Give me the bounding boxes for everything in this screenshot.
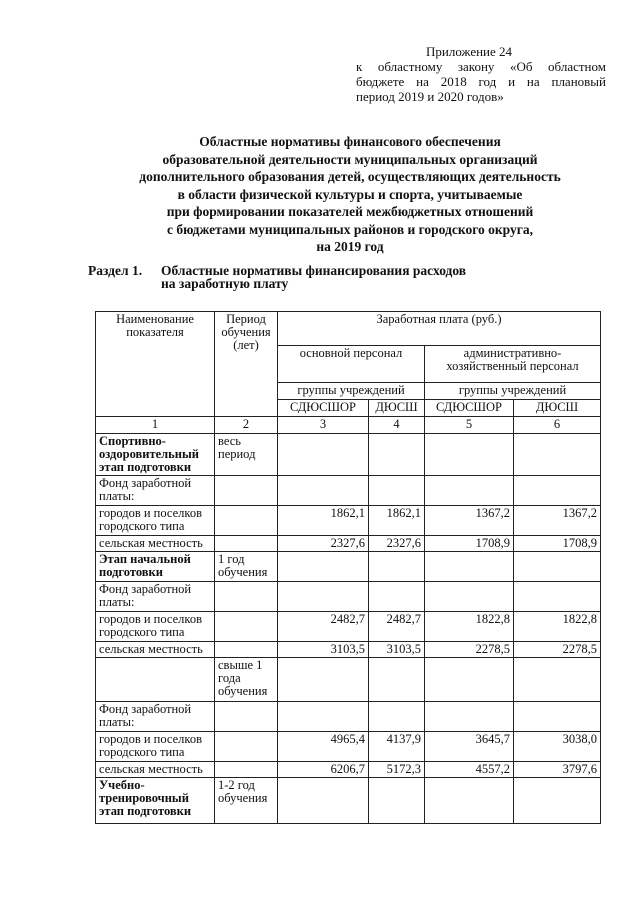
row-label: городов и поселков городского типа xyxy=(96,732,215,762)
appendix-block xyxy=(356,44,606,104)
salary-norms-table xyxy=(95,311,601,824)
table-row xyxy=(96,552,601,582)
value-cell: 1367,2 xyxy=(514,506,601,536)
stage-name: Этап начальной подготовки xyxy=(96,552,215,582)
header-groups: группы учреждений xyxy=(425,383,601,400)
table-row xyxy=(96,506,601,536)
stage-period: 1 год обучения xyxy=(215,552,278,582)
column-number: 6 xyxy=(514,417,601,434)
table-row xyxy=(96,582,601,612)
column-number: 2 xyxy=(215,417,278,434)
value-cell: 2278,5 xyxy=(514,642,601,658)
value-cell: 2482,7 xyxy=(278,612,369,642)
stage-period: свыше 1 года обучения xyxy=(215,658,278,702)
header-row xyxy=(96,312,601,346)
table-row xyxy=(96,702,601,732)
appendix-line: бюджете на 2018 год и на плановый xyxy=(356,74,606,89)
value-cell: 4557,2 xyxy=(425,762,514,778)
stage-period: 1-2 год обучения xyxy=(215,778,278,824)
column-number: 1 xyxy=(96,417,215,434)
header-sdyushor: СДЮСШОР xyxy=(278,400,369,417)
title-line: с бюджетами муниципальных районов и городского округа, xyxy=(166,221,534,237)
row-label: городов и поселков городского типа xyxy=(96,506,215,536)
value-cell: 1862,1 xyxy=(369,506,425,536)
table-row xyxy=(96,762,601,778)
title-line: в области физической культуры и спорта, учитываемые xyxy=(177,186,523,202)
header-dyush: ДЮСШ xyxy=(369,400,425,417)
document-title xyxy=(60,133,640,256)
value-cell: 4137,9 xyxy=(369,732,425,762)
value-cell: 1708,9 xyxy=(514,536,601,552)
value-cell: 2278,5 xyxy=(425,642,514,658)
value-cell: 1822,8 xyxy=(425,612,514,642)
row-label: Фонд заработной платы: xyxy=(96,582,215,612)
stage-name: Спортивно-оздоровительный этап подготовки xyxy=(96,434,215,476)
table-row xyxy=(96,536,601,552)
section-title-line: Областные нормативы финансирования расходов xyxy=(161,263,467,278)
value-cell: 3103,5 xyxy=(278,642,369,658)
appendix-line: к областному закону «Об областном xyxy=(356,59,606,74)
row-label: Фонд заработной платы: xyxy=(96,702,215,732)
value-cell: 2327,6 xyxy=(369,536,425,552)
value-cell: 2327,6 xyxy=(278,536,369,552)
value-cell: 3797,6 xyxy=(514,762,601,778)
value-cell: 3645,7 xyxy=(425,732,514,762)
title-line: на 2019 год xyxy=(316,239,384,254)
value-cell: 5172,3 xyxy=(369,762,425,778)
stage-name: Учебно-тренировочный этап подготовки xyxy=(96,778,215,824)
column-number: 4 xyxy=(369,417,425,434)
column-number-row xyxy=(96,417,601,434)
table-row xyxy=(96,434,601,476)
value-cell: 6206,7 xyxy=(278,762,369,778)
column-number: 5 xyxy=(425,417,514,434)
table-row xyxy=(96,476,601,506)
value-cell: 4965,4 xyxy=(278,732,369,762)
header-period: Период обучения (лет) xyxy=(215,312,278,417)
table-row xyxy=(96,658,601,702)
header-sdyushor: СДЮСШОР xyxy=(425,400,514,417)
header-indicator: Наименование показателя xyxy=(96,312,215,417)
table-row xyxy=(96,642,601,658)
title-line: образовательной деятельности муниципальных организаций xyxy=(162,151,538,167)
table-row xyxy=(96,612,601,642)
section-label: Раздел 1. xyxy=(88,263,143,278)
value-cell: 2482,7 xyxy=(369,612,425,642)
value-cell: 1708,9 xyxy=(425,536,514,552)
header-admin-staff: административно-хозяйственный персонал xyxy=(425,346,601,383)
value-cell: 1822,8 xyxy=(514,612,601,642)
value-cell: 1367,2 xyxy=(425,506,514,536)
header-dyush: ДЮСШ xyxy=(514,400,601,417)
title-line: при формировании показателей межбюджетных отношений xyxy=(166,204,534,219)
section-heading xyxy=(88,264,588,290)
header-salary: Заработная плата (руб.) xyxy=(278,312,601,346)
stage-period: весь период xyxy=(215,434,278,476)
row-label: сельская местность xyxy=(96,642,215,658)
header-main-staff: основной персонал xyxy=(278,346,425,383)
header-groups: группы учреждений xyxy=(278,383,425,400)
row-label: сельская местность xyxy=(96,762,215,778)
column-number: 3 xyxy=(278,417,369,434)
table-row xyxy=(96,778,601,824)
value-cell: 1862,1 xyxy=(278,506,369,536)
value-cell: 3038,0 xyxy=(514,732,601,762)
value-cell: 3103,5 xyxy=(369,642,425,658)
table-row xyxy=(96,732,601,762)
row-label: сельская местность xyxy=(96,536,215,552)
row-label: Фонд заработной платы: xyxy=(96,476,215,506)
appendix-line: период 2019 и 2020 годов» xyxy=(356,89,504,104)
title-line: Областные нормативы финансового обеспечения xyxy=(199,134,501,149)
section-title-line: на заработную плату xyxy=(161,276,289,291)
title-line: дополнительного образования детей, осуществляющих деятельность xyxy=(139,169,561,184)
appendix-number: Приложение 24 xyxy=(426,44,513,59)
row-label: городов и поселков городского типа xyxy=(96,612,215,642)
